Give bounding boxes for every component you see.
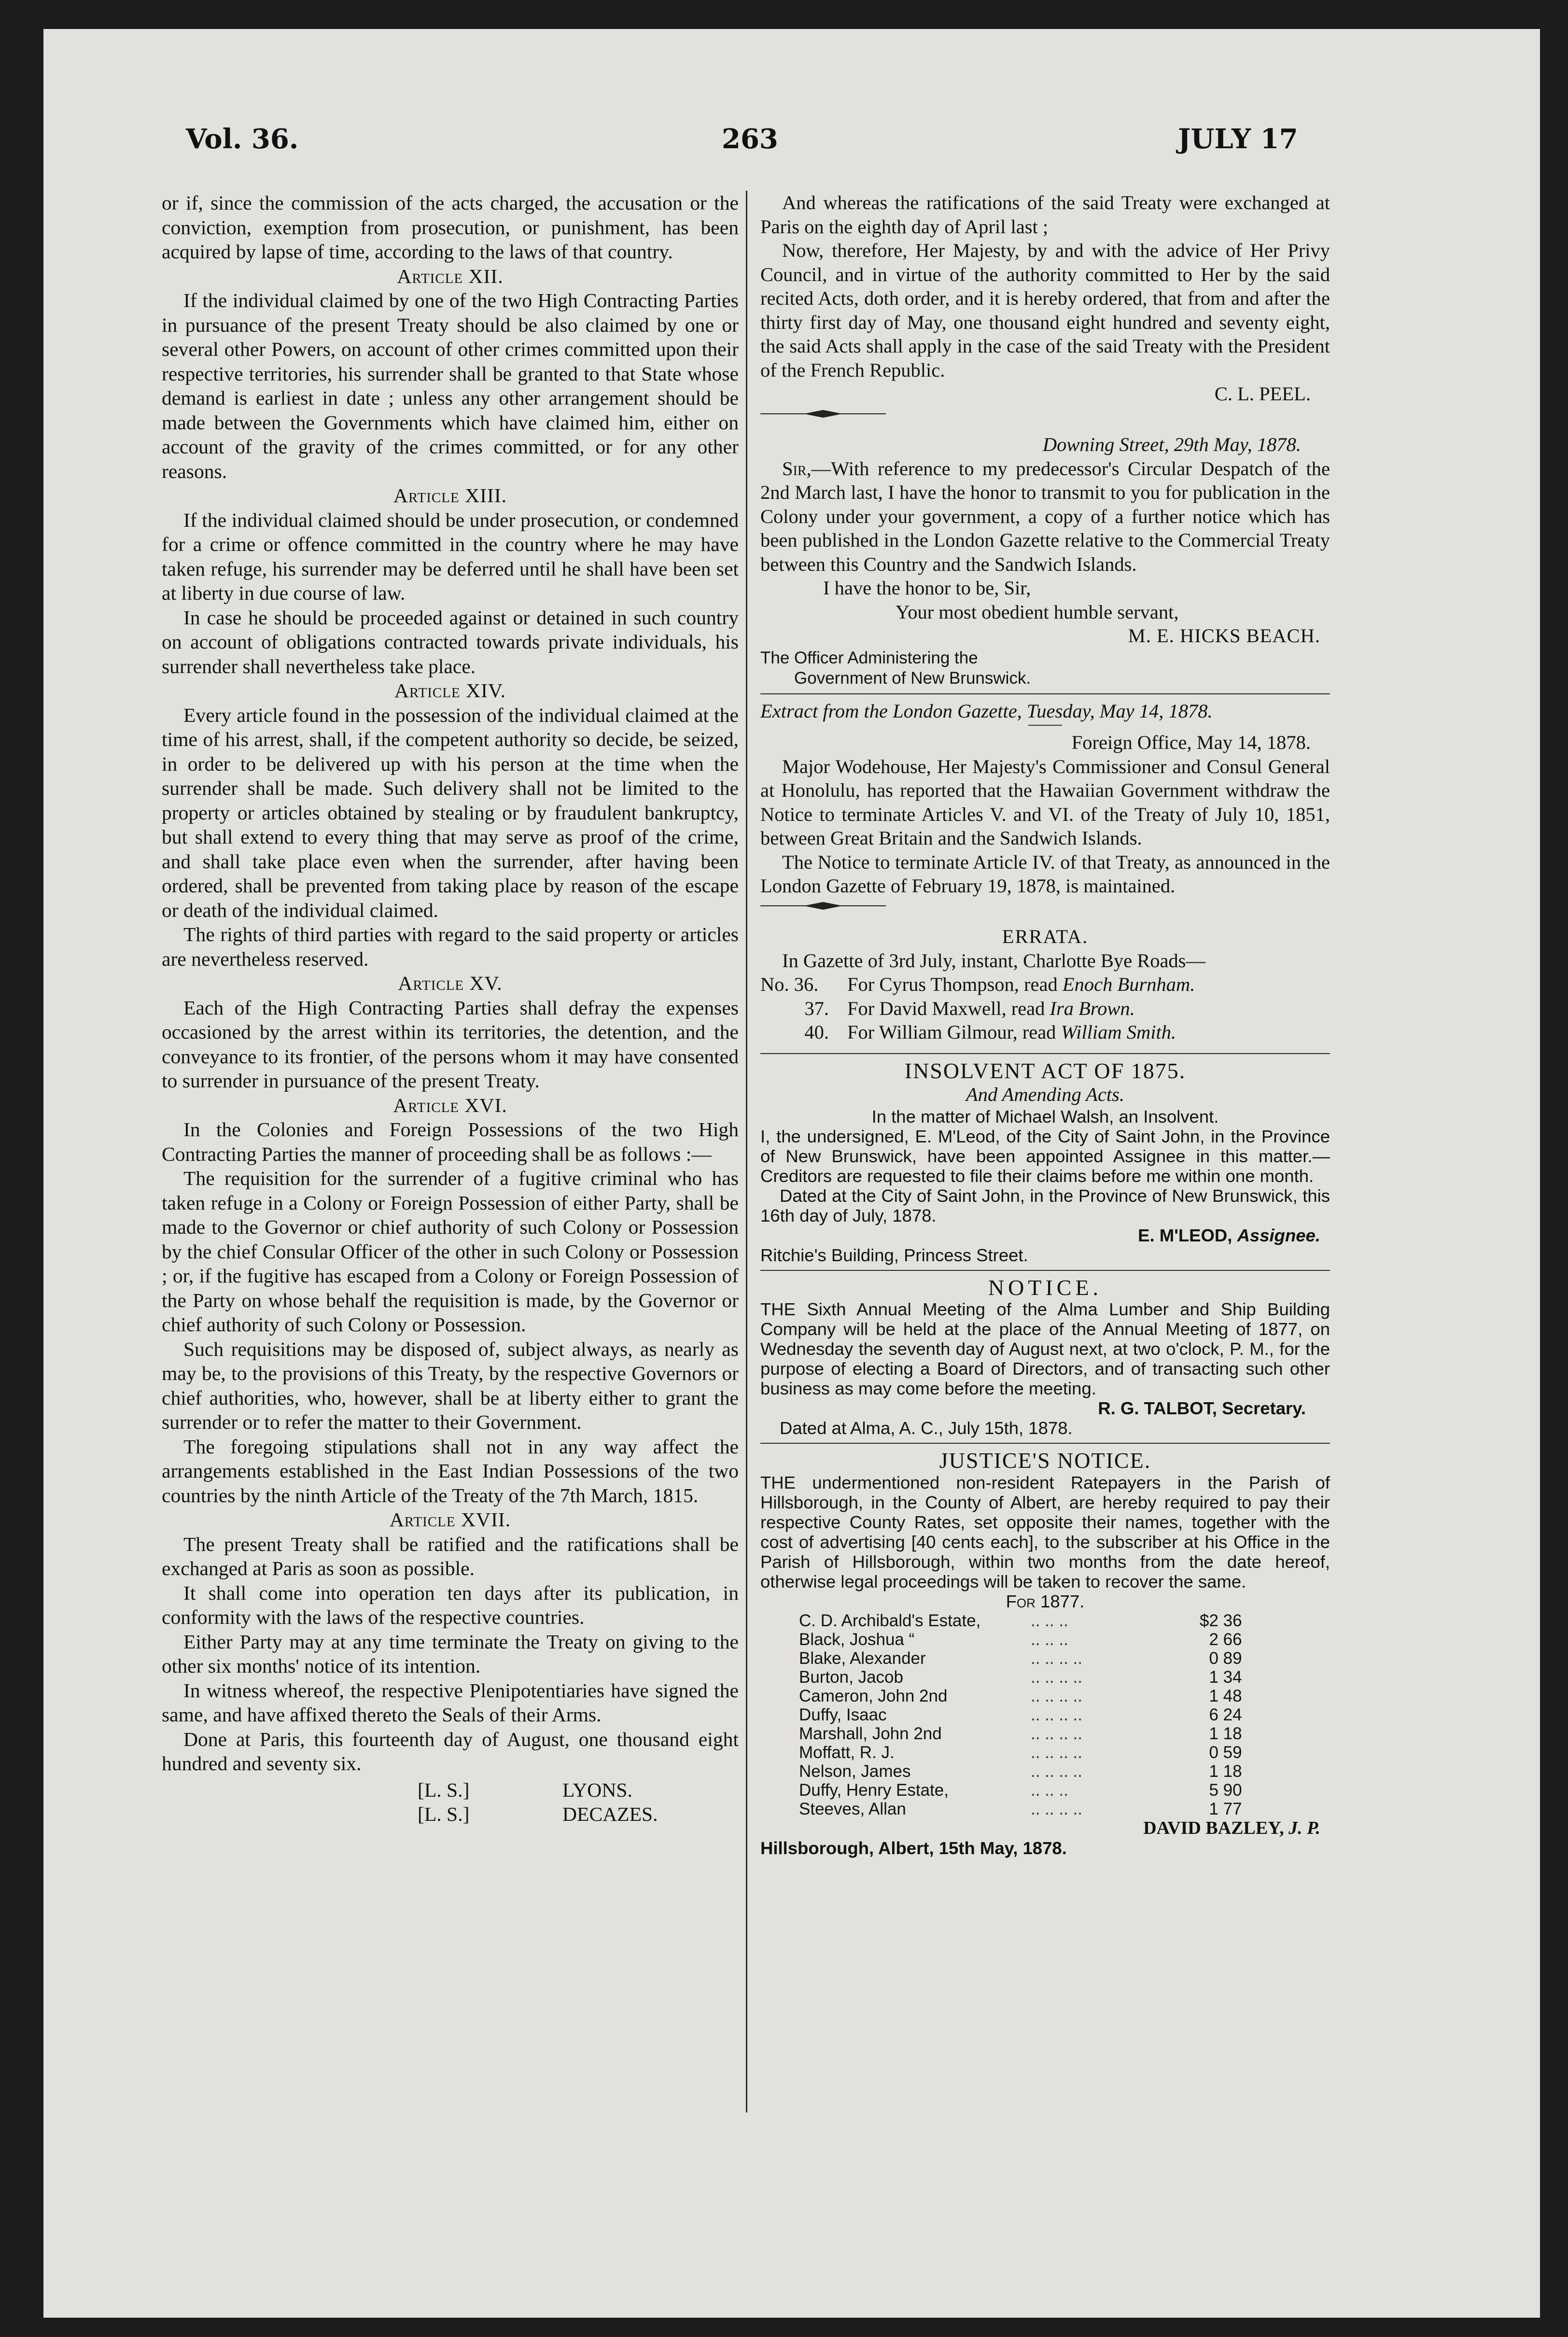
rate-amount: 1 77 (1209, 1799, 1242, 1818)
errata-text: For Cyrus Thompson, read (847, 973, 1058, 995)
article-heading: Article XVII. (389, 1508, 511, 1531)
table-row (799, 1762, 1242, 1781)
rule (760, 1443, 1330, 1444)
ratepayer-name: Cameron, John 2nd (799, 1686, 948, 1705)
paragraph: Every article found in the possession of the individual claimed at the time of his arrest, shall, if the competent authority so decide, be seized, in order to be delivered up with his person at the time when the surrender shall be made. Such delivery shall not be limited to the property or articles obtained by stealing or by fraudulent bankruptcy, but shall extend to every thing that may serve as proof of the crime, and shall take place even when the surrender, after having been ordered, shall be prevented from taking place by reason of the escape or death of the individual claimed. (162, 704, 739, 921)
table-row (799, 1649, 1242, 1668)
table-row (799, 1705, 1242, 1724)
leader-dots: .. .. .. .. (1031, 1667, 1082, 1687)
ratepayer-name: Blake, Alexander (799, 1648, 926, 1668)
short-rule (1028, 725, 1062, 726)
ratepayer-name: Steeves, Allan (799, 1799, 906, 1818)
table-row (799, 1630, 1242, 1649)
signatory: R. G. TALBOT, Secretary. (1098, 1398, 1306, 1418)
closing-line: I have the honor to be, Sir, (823, 577, 1031, 599)
rate-amount: $2 36 (1200, 1611, 1242, 1630)
signatory: DAVID BAZLEY, (1143, 1817, 1284, 1838)
errata-number: 37. (804, 997, 829, 1019)
volume-number: Vol. 36. (186, 123, 299, 155)
table-row (799, 1687, 1242, 1705)
table-row (799, 1800, 1242, 1818)
gazette-extract-title: Extract from the London Gazette, Tuesday, May 14, 1878. (760, 700, 1213, 722)
ratepayer-name: C. D. Archibald's Estate, (799, 1611, 981, 1630)
page-number: 263 (722, 123, 778, 155)
table-row (799, 1611, 1242, 1630)
paragraph: The present Treaty shall be ratified and the ratifications shall be exchanged at Paris as soon as possible. (162, 1533, 739, 1579)
errata-text: For David Maxwell, read (847, 997, 1045, 1019)
paragraph: In witness whereof, the respective Plenipotentiaries have signed the same, and have affixed thereto the Seals of their Arms. (162, 1679, 739, 1726)
leader-dots: .. .. .. .. (1031, 1686, 1082, 1705)
rate-amount: 1 18 (1209, 1724, 1242, 1743)
ornamental-rule (760, 899, 886, 913)
table-row (799, 1781, 1242, 1800)
paragraph: The rights of third parties with regard to the said property or articles are nevertheless reserved. (162, 923, 739, 970)
paragraph: The Notice to terminate Article IV. of that Treaty, as announced in the London Gazette of February 19, 1878, is maintained. (760, 851, 1330, 897)
article-heading: Article XVI. (393, 1094, 507, 1116)
paragraph: Dated at the City of Saint John, in the Province of New Brunswick, this 16th day of July, 1878. (760, 1185, 1330, 1225)
paragraph: Done at Paris, this fourteenth day of August, one thousand eight hundred and seventy six. (162, 1728, 739, 1774)
paragraph: In the Colonies and Foreign Possessions of the two High Contracting Parties the manner of proceeding shall be as follows :— (162, 1118, 739, 1165)
leader-dots: .. .. .. (1031, 1630, 1068, 1649)
paragraph: It shall come into operation ten days after its publication, in conformity with the laws of the respective countries. (162, 1581, 739, 1628)
paragraph: The requisition for the surrender of a fugitive criminal who has taken refuge in a Colony or Foreign Possession of either Party, shall be made to the Governor or chief authority of such Colony or Possession by the chief Consular Officer of the other in such Colony or Possession ; or, if the fugitive has escaped from a Colony or Foreign Possession of the Party on whose behalf the requisition is made, by the Governor or chief authority of such Colony or Possession. (162, 1167, 739, 1336)
column-divider (746, 191, 747, 2112)
leader-dots: .. .. .. .. (1031, 1743, 1082, 1762)
table-row (799, 1724, 1242, 1743)
signatory: E. M'LEOD, (1138, 1225, 1232, 1245)
leader-dots: .. .. .. .. (1031, 1724, 1082, 1743)
leader-dots: .. .. .. .. (1031, 1761, 1082, 1781)
errata-number: No. 36. (760, 973, 819, 995)
leader-dots: .. .. .. (1031, 1780, 1068, 1800)
table-row (799, 1668, 1242, 1687)
paragraph: Either Party may at any time terminate the Treaty on giving to the other six months' notice of its intention. (162, 1630, 739, 1677)
errata-correction: Ira Brown. (1050, 997, 1135, 1019)
paragraph: Major Wodehouse, Her Majesty's Commissioner and Consul General at Honolulu, has reported that the Hawaiian Government withdraw the Notice to terminate Articles V. and VI. of the Treaty of July 10, 1851, between Great Britain and the Sandwich Islands. (760, 755, 1330, 849)
signatory: C. L. PEEL. (1214, 383, 1311, 405)
signatory: LYONS. (562, 1778, 632, 1801)
table-heading: For 1877. (1006, 1591, 1085, 1611)
paragraph: And whereas the ratifications of the said Treaty were exchanged at Paris on the eighth day of April last ; (760, 192, 1330, 238)
article-heading: Article XII. (397, 265, 504, 287)
leader-dots: .. .. .. (1031, 1611, 1068, 1630)
rate-amount: 2 66 (1209, 1630, 1242, 1649)
article-heading: Article XIV. (394, 679, 506, 702)
paragraph: or if, since the commission of the acts charged, the accusation or the conviction, exemption from prosecution, or punishment, has been acquired by lapse of time, according to the laws of that country. (162, 192, 739, 263)
errata-row (760, 997, 1195, 1021)
paragraph: Each of the High Contracting Parties shall defray the expenses occasioned by the arrest within its territories, the detention, and the conveyance to its frontier, of the persons whom it may have consented to surrender in pursuance of the present Treaty. (162, 996, 739, 1092)
paragraph: If the individual claimed should be under prosecution, or condemned for a crime or offence committed in the country where he may have taken refuge, his surrender may be deferred until he shall have been set at liberty in due course of law. (162, 508, 739, 604)
dateline: Downing Street, 29th May, 1878. (1042, 434, 1301, 455)
paragraph: In case he should be proceeded against or detained in such country on account of obligations contracted towards private individuals, his surrender shall nevertheless take place. (162, 606, 739, 677)
errata-correction: Enoch Burnham. (1062, 973, 1195, 995)
addressee: The Officer Administering the (760, 648, 978, 667)
section-heading: ERRATA. (1002, 926, 1089, 947)
right-column (760, 191, 1330, 1858)
signatory-title: J. P. (1288, 1817, 1320, 1838)
salutation: Sir, (782, 457, 812, 479)
signatory: M. E. HICKS BEACH. (1128, 625, 1320, 647)
errata-row (760, 972, 1195, 997)
paragraph: Now, therefore, Her Majesty, by and with the advice of Her Privy Council, and in virtue of the authority committed to Her by the said recited Acts, doth order, and it is hereby ordered, that from and after the thirty first day of May, one thousand eight hundred and seventy eight, the said Acts shall apply in the case of the said Treaty with the President of the French Republic. (760, 239, 1330, 381)
address: Ritchie's Building, Princess Street. (760, 1245, 1028, 1265)
rule (760, 1270, 1330, 1271)
article-heading: Article XIII. (393, 484, 507, 507)
rate-amount: 0 89 (1209, 1648, 1242, 1668)
rate-amount: 6 24 (1209, 1705, 1242, 1724)
paragraph: —With reference to my predecessor's Circular Despatch of the 2nd March last, I have the honor to transmit to you for publication in the Colony under your government, a copy of a further notice which has been published in the London Gazette relative to the Commercial Treaty between this Country and the Sandwich Islands. (760, 457, 1330, 575)
dateline: Hillsborough, Albert, 15th May, 1878. (760, 1838, 1067, 1858)
rate-amount: 1 34 (1209, 1667, 1242, 1687)
rule (760, 1053, 1330, 1054)
paragraph: THE undermentioned non-resident Ratepayers in the Parish of Hillsborough, in the County of Albert, are hereby required to pay their respective County Rates, set opposite their names, together with the cost of advertising [40 cents each], to the subscriber at his Office in the Parish of Hillsborough, within two months from the date hereof, otherwise legal proceedings will be taken to recover the same. (760, 1472, 1330, 1591)
ratepayer-name: Moffatt, R. J. (799, 1743, 895, 1762)
section-heading: INSOLVENT ACT OF 1875. (904, 1058, 1186, 1083)
rate-amount: 0 59 (1209, 1743, 1242, 1762)
section-heading: NOTICE. (988, 1275, 1103, 1300)
dateline: Foreign Office, May 14, 1878. (1071, 732, 1311, 753)
leader-dots: .. .. .. .. (1031, 1648, 1082, 1668)
addressee: Government of New Brunswick. (794, 668, 1031, 688)
seal-mark: [L. S.] (418, 1778, 470, 1801)
ratepayer-name: Nelson, James (799, 1761, 911, 1781)
ratepayer-name: Marshall, John 2nd (799, 1724, 942, 1743)
article-heading: Article XV. (398, 972, 503, 994)
errata-table (760, 972, 1195, 1044)
rate-amount: 5 90 (1209, 1780, 1242, 1800)
paragraph: In Gazette of 3rd July, instant, Charlotte Bye Roads— (782, 949, 1205, 971)
left-column (162, 191, 739, 1827)
paragraph: I, the undersigned, E. M'Leod, of the City of Saint John, in the Province of New Brunswick, have been appointed Assignee in this matter.—Creditors are requested to file their claims before me within one month. (760, 1126, 1330, 1186)
section-heading: JUSTICE'S NOTICE. (939, 1448, 1151, 1473)
signature-block (162, 1778, 739, 1827)
issue-date: JULY 17 (1178, 123, 1298, 155)
section-subheading: And Amending Acts. (966, 1084, 1125, 1105)
ratepayer-name: Duffy, Henry Estate, (799, 1780, 949, 1800)
errata-text: For William Gilmour, read (847, 1021, 1056, 1043)
signatory: DECAZES. (562, 1803, 658, 1825)
rate-amount: 1 18 (1209, 1761, 1242, 1781)
paragraph: Such requisitions may be disposed of, subject always, as nearly as may be, to the provisions of this Treaty, by the respective Governors or chief authorities, who, however, shall be at liberty either to grant the surrender or to refer the matter to their Government. (162, 1337, 739, 1433)
leader-dots: .. .. .. .. (1031, 1705, 1082, 1724)
ornamental-rule (760, 407, 886, 421)
seal-mark: [L. S.] (418, 1803, 470, 1825)
dateline: Dated at Alma, A. C., July 15th, 1878. (780, 1418, 1073, 1438)
paragraph: If the individual claimed by one of the two High Contracting Parties in pursuance of the present Treaty should be also claimed by one or several other Powers, on account of other crimes committed upon their respective territories, his surrender shall be granted to that State whose demand is earliest in date ; unless any other arrangement should be made between the Governments which have claimed him, either on account of the gravity of the crimes committed, or for any other reasons. (162, 289, 739, 482)
paragraph: The foregoing stipulations shall not in any way affect the arrangements established in the East Indian Possessions of the two countries by the ninth Article of the Treaty of the 7th March, 1815. (162, 1435, 739, 1506)
ratepayer-name: Black, Joshua “ (799, 1630, 915, 1649)
rule (760, 693, 1330, 694)
closing-line: Your most obedient humble servant, (896, 601, 1179, 623)
errata-correction: William Smith. (1061, 1021, 1176, 1043)
ratepayer-table (799, 1611, 1242, 1818)
ratepayer-name: Duffy, Isaac (799, 1705, 887, 1724)
notice-matter: In the matter of Michael Walsh, an Insolvent. (871, 1106, 1219, 1126)
errata-number: 40. (804, 1021, 829, 1043)
leader-dots: .. .. .. .. (1031, 1799, 1082, 1818)
paragraph: THE Sixth Annual Meeting of the Alma Lumber and Ship Building Company will be held at the place of the Annual Meeting of 1877, on Wednesday the seventh day of August next, at two o'clock, P. M., for the purpose of electing a Board of Directors, and of transacting such other business as may come before the meeting. (760, 1299, 1330, 1398)
signatory-title: Assignee. (1237, 1225, 1320, 1245)
rate-amount: 1 48 (1209, 1686, 1242, 1705)
ratepayer-name: Burton, Jacob (799, 1667, 903, 1687)
table-row (799, 1743, 1242, 1762)
errata-row (760, 1020, 1195, 1044)
